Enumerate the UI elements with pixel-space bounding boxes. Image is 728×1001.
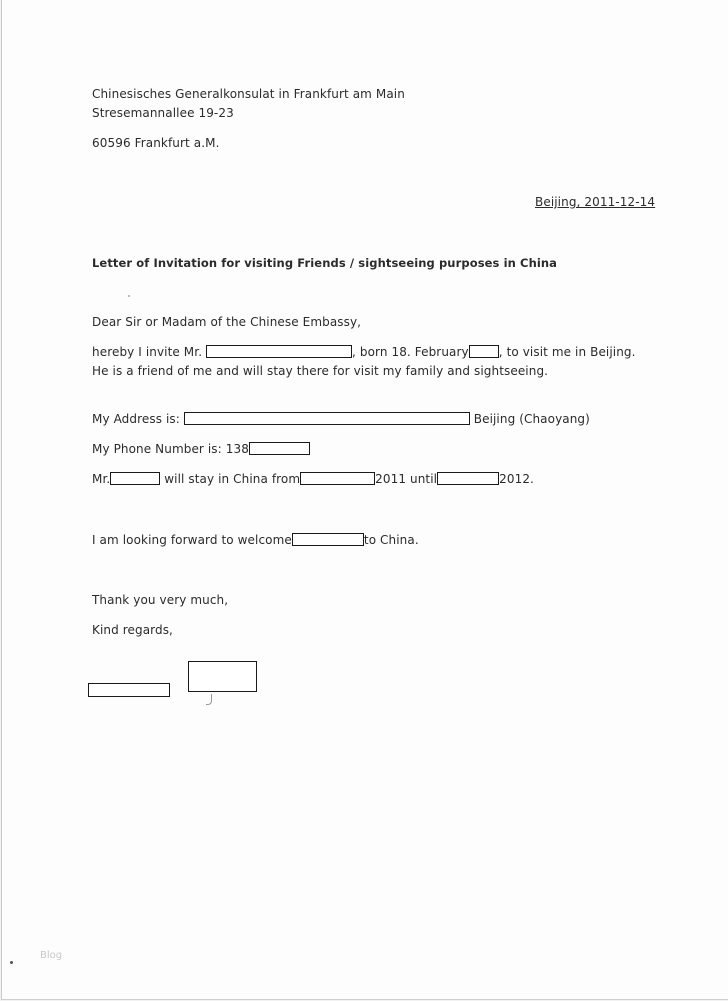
redacted-guest-name-2 <box>292 533 364 546</box>
redacted-end-date <box>437 472 499 485</box>
welcome-text-a: I am looking forward to welcome <box>92 533 292 547</box>
invite-text-a: hereby I invite Mr. <box>92 345 203 359</box>
scan-dot <box>10 961 13 964</box>
letter-date: Beijing, 2011-12-14 <box>535 195 656 209</box>
welcome-line <box>92 532 419 548</box>
redacted-phone <box>249 442 310 455</box>
redacted-guest-surname <box>110 472 160 485</box>
redacted-signature <box>188 661 257 692</box>
redacted-printed-name <box>88 683 170 697</box>
thanks-line: Thank you very much, <box>92 593 229 607</box>
watermark: Blog <box>40 950 63 961</box>
closing-line: Kind regards, <box>92 623 173 637</box>
salutation: Dear Sir or Madam of the Chinese Embassy, <box>92 315 362 329</box>
address-line <box>92 411 590 427</box>
phone-line <box>92 441 310 457</box>
invite-text-c: , to visit me in Beijing. <box>498 345 636 359</box>
stay-text-b: will stay in China from <box>164 472 301 486</box>
redacted-address <box>184 412 470 425</box>
welcome-text-b: to China. <box>363 533 419 547</box>
redacted-birth-year <box>469 345 499 358</box>
scan-speck <box>128 295 130 297</box>
invite-text-b: , born 18. February <box>352 345 469 359</box>
invite-line <box>92 344 636 360</box>
signature-mark <box>206 694 212 705</box>
stay-text-d: 2012. <box>499 472 534 486</box>
recipient-line-3: 60596 Frankfurt a.M. <box>92 136 220 150</box>
letter-page <box>1 0 728 1000</box>
letter-subject: Letter of Invitation for visiting Friends / sightseeing purposes in China <box>92 256 558 270</box>
purpose-line: He is a friend of me and will stay there for visit my family and sightseeing. <box>92 364 549 378</box>
recipient-line-2: Stresemannallee 19-23 <box>92 106 234 120</box>
address-label: My Address is: <box>92 412 180 426</box>
phone-label: My Phone Number is: 138 <box>92 442 249 456</box>
stay-line <box>92 471 534 487</box>
recipient-line-1: Chinesisches Generalkonsulat in Frankfurt am Main <box>92 87 405 101</box>
stay-text-c: 2011 until <box>375 472 438 486</box>
address-suffix: Beijing (Chaoyang) <box>473 412 590 426</box>
redacted-start-date <box>300 472 375 485</box>
stay-text-a: Mr. <box>92 472 111 486</box>
redacted-guest-name <box>206 345 352 358</box>
